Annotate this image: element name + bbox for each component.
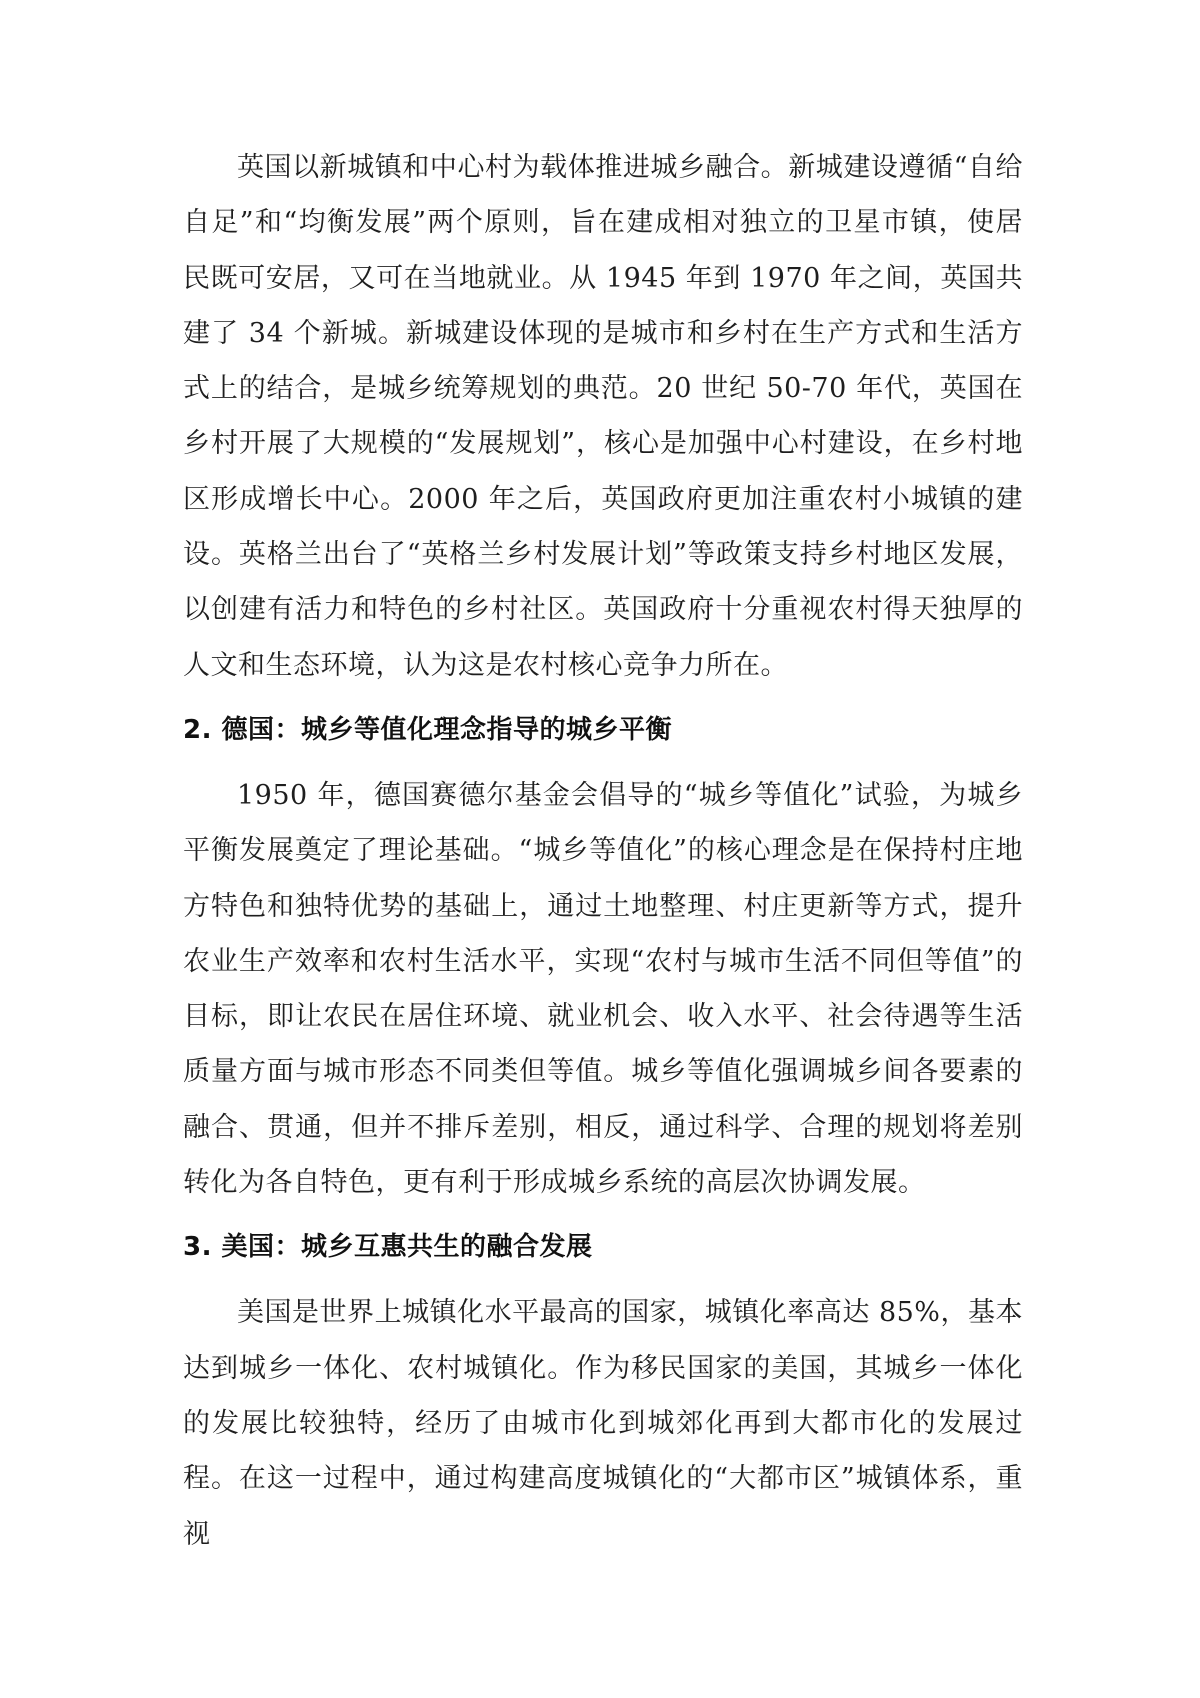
- paragraph-uk-new-towns: 英国以新城镇和中心村为载体推进城乡融合。新城建设遵循“自给自足”和“均衡发展”两个原则，旨在建成相对独立的卫星市镇，使居民既可安居，又可在当地就业。从 1945 年到 1970 年之间，英国共建了 34 个新城。新城建设体现的是城市和乡村在生产方式和生活方式上的结合，是城乡统筹规划的典范。20 世纪 50-70 年代，英国在乡村开展了大规模的“发展规划”，核心是加强中心村建设，在乡村地区形成增长中心。2000 年之后，英国政府更加注重农村小城镇的建设。英格兰出台了“英格兰乡村发展计划”等政策支持乡村地区发展，以创建有活力和特色的乡村社区。英国政府十分重视农村得天独厚的人文和生态环境，认为这是农村核心竞争力所在。: [183, 152, 1023, 681]
- document-page: [183, 140, 1023, 1562]
- section-heading-germany: 2. 德国：城乡等值化理念指导的城乡平衡: [183, 714, 673, 745]
- paragraph-usa-urbanization: 美国是世界上城镇化水平最高的国家，城镇化率高达 85%，基本达到城乡一体化、农村城镇化。作为移民国家的美国，其城乡一体化的发展比较独特，经历了由城市化到城郊化再到大都市化的发展过程。在这一过程中，通过构建高度城镇化的“大都市区”城镇体系，重视: [183, 1297, 1023, 1550]
- paragraph-germany-equivalence: 1950 年，德国赛德尔基金会倡导的“城乡等值化”试验，为城乡平衡发展奠定了理论基础。“城乡等值化”的核心理念是在保持村庄地方特色和独特优势的基础上，通过土地整理、村庄更新等方式，提升农业生产效率和农村生活水平，实现“农村与城市生活不同但等值”的目标，即让农民在居住环境、就业机会、收入水平、社会待遇等生活质量方面与城市形态不同类但等值。城乡等值化强调城乡间各要素的融合、贯通，但并不排斥差别，相反，通过科学、合理的规划将差别转化为各自特色，更有利于形成城乡系统的高层次协调发展。: [183, 779, 1023, 1199]
- section-heading-usa: 3. 美国：城乡互惠共生的融合发展: [183, 1232, 593, 1263]
